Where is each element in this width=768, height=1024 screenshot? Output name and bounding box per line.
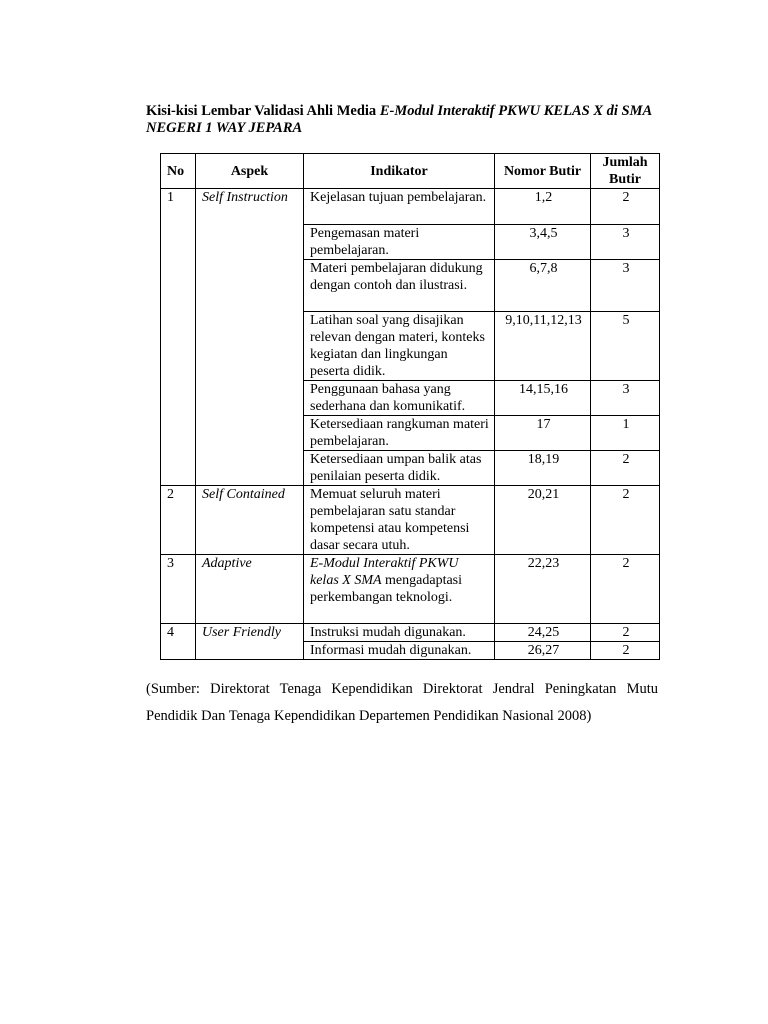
cell-nomor-butir: 22,23 — [495, 555, 591, 624]
header-indikator: Indikator — [304, 154, 495, 189]
cell-indikator: Ketersediaan rangkuman materi pembelajaran. — [304, 416, 495, 451]
source-citation: (Sumber: Direktorat Tenaga Kependidikan Direktorat Jendral Peningkatan Mutu Pendidik Dan Tenaga Kependidikan Departemen Pendidikan Nasional 2008) — [146, 681, 658, 724]
cell-jumlah-butir: 2 — [591, 642, 660, 660]
cell-aspek: Self Contained — [196, 486, 304, 555]
document-title — [146, 103, 666, 137]
table-row — [161, 486, 660, 555]
header-no: No — [161, 154, 196, 189]
cell-indikator: Instruksi mudah digunakan. — [304, 624, 495, 642]
indikator-text: mengadaptasi perkembangan teknologi. — [310, 573, 463, 605]
cell-jumlah-butir: 3 — [591, 225, 660, 260]
cell-jumlah-butir: 2 — [591, 451, 660, 486]
cell-jumlah-butir: 2 — [591, 555, 660, 624]
cell-aspek: Self Instruction — [196, 189, 304, 486]
cell-indikator: Latihan soal yang disajikan relevan dengan materi, konteks kegiatan dan lingkungan peserta didik. — [304, 312, 495, 381]
indikator-italic-text: E-Modul Interaktif PKWU kelas X SMA — [310, 556, 459, 588]
cell-jumlah-butir: 2 — [591, 624, 660, 642]
cell-jumlah-butir: 1 — [591, 416, 660, 451]
table-row — [161, 555, 660, 624]
table-row — [161, 189, 660, 225]
header-nomor-butir: Nomor Butir — [495, 154, 591, 189]
cell-nomor-butir: 9,10,11,12,13 — [495, 312, 591, 381]
cell-jumlah-butir: 3 — [591, 381, 660, 416]
header-aspek: Aspek — [196, 154, 304, 189]
table-row — [161, 624, 660, 642]
cell-jumlah-butir: 2 — [591, 189, 660, 225]
title-italic-text: E-Modul Interaktif PKWU KELAS X di SMA NEGERI 1 WAY JEPARA — [146, 103, 652, 136]
header-jumlah-butir: Jumlah Butir — [591, 154, 660, 189]
cell-aspek: User Friendly — [196, 624, 304, 660]
cell-indikator: Materi pembelajaran didukung dengan contoh dan ilustrasi. — [304, 260, 495, 312]
cell-nomor-butir: 17 — [495, 416, 591, 451]
cell-nomor-butir: 26,27 — [495, 642, 591, 660]
cell-jumlah-butir: 5 — [591, 312, 660, 381]
cell-nomor-butir: 18,19 — [495, 451, 591, 486]
cell-no: 4 — [161, 624, 196, 660]
cell-nomor-butir: 1,2 — [495, 189, 591, 225]
cell-nomor-butir: 20,21 — [495, 486, 591, 555]
table-header-row — [161, 154, 660, 189]
cell-nomor-butir: 24,25 — [495, 624, 591, 642]
cell-nomor-butir: 3,4,5 — [495, 225, 591, 260]
cell-aspek: Adaptive — [196, 555, 304, 624]
cell-indikator: Ketersediaan umpan balik atas penilaian peserta didik. — [304, 451, 495, 486]
cell-indikator: Penggunaan bahasa yang sederhana dan komunikatif. — [304, 381, 495, 416]
cell-nomor-butir: 14,15,16 — [495, 381, 591, 416]
cell-indikator: Kejelasan tujuan pembelajaran. — [304, 189, 495, 225]
cell-indikator: Memuat seluruh materi pembelajaran satu standar kompetensi atau kompetensi dasar secara utuh. — [304, 486, 495, 555]
cell-jumlah-butir: 3 — [591, 260, 660, 312]
validation-grid-table — [160, 153, 660, 660]
cell-no: 2 — [161, 486, 196, 555]
cell-jumlah-butir: 2 — [591, 486, 660, 555]
cell-nomor-butir: 6,7,8 — [495, 260, 591, 312]
cell-no: 3 — [161, 555, 196, 624]
cell-no: 1 — [161, 189, 196, 486]
cell-indikator: Informasi mudah digunakan. — [304, 642, 495, 660]
title-plain-text: Kisi-kisi Lembar Validasi Ahli Media — [146, 103, 380, 119]
cell-indikator: Pengemasan materi pembelajaran. — [304, 225, 495, 260]
cell-indikator — [304, 555, 495, 624]
